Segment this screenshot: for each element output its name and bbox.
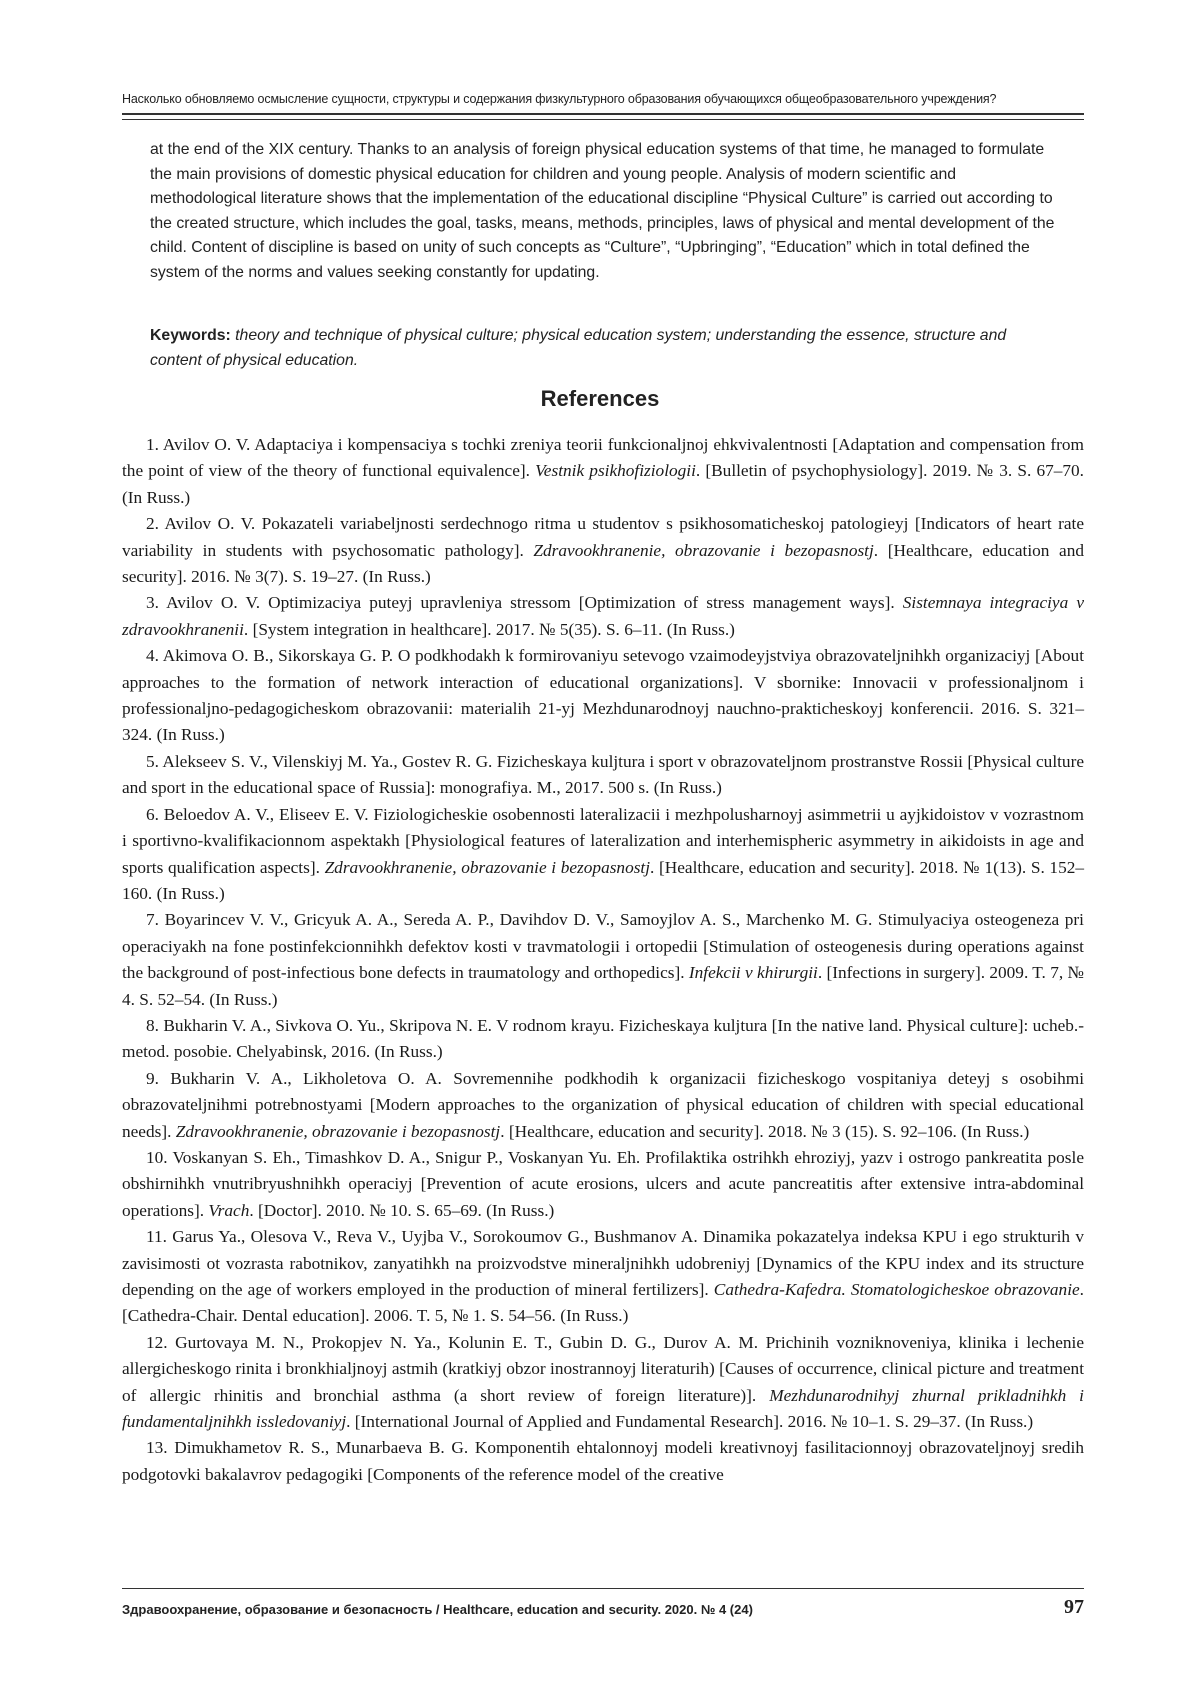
footer-rule [122, 1588, 1084, 1589]
reference-journal: Sistemnaya integraciya v zdravookhranenii [122, 593, 1084, 639]
reference-item-13 [122, 1435, 1084, 1488]
reference-text: 6. Beloedov A. V., Eliseev E. V. Fiziologicheskie osobennosti lateralizacii i mezhpolusharnoyj asimmetrii u ayjkidoistov v vozrastnom i sportivno-kvalifikacionnom aspektakh [Physiological features of lateralization and interhemispheric asymmetry in aikidoists in age and sports qualification aspects]. [122, 804, 1084, 877]
references-heading: References [540, 386, 660, 411]
page-number: 97 [1064, 1596, 1084, 1618]
reference-item-8 [122, 1013, 1084, 1066]
keywords-text: theory and technique of physical culture; physical education system; understanding the essence, structure and content of physical education. [150, 327, 1007, 369]
header-rule-thin [122, 119, 1084, 120]
reference-details: . [Healthcare, education and security]. 2016. № 3(7). S. 19–27. (In Russ.) [122, 540, 1084, 587]
reference-item-10 [122, 1145, 1084, 1224]
reference-journal: Vrach [208, 1200, 250, 1220]
reference-list [122, 432, 1084, 1488]
reference-text: 9. Bukharin V. A., Likholetova O. A. Sovremennihe podkhodih k organizacii fizicheskogo vospitaniya deteyj s osobihmi obrazovateljnihmi potrebnostyami [Modern approaches to the organization of physical education of children with special educational needs]. [122, 1068, 1084, 1141]
reference-journal: Cathedra-Kafedra. Stomatologicheskoe obrazovanie [713, 1280, 1080, 1299]
footer-journal-line: Здравоохранение, образование и безопасность / Healthcare, education and security. 2020. № 4 (24) [122, 1602, 753, 1617]
reference-text: 12. Gurtovaya M. N., Prokopjev N. Ya., Kolunin E. T., Gubin D. G., Durov A. M. Prichinih vozniknoveniya, klinika i lechenie allergicheskogo rinita i bronkhialjnoyj astmih (kratkiyj obzor inostrannoyj literaturih) [Causes of occurrence, clinical picture and treatment of allergic rhinitis and bronchial asthma (a short review of foreign literature)]. [122, 1332, 1084, 1405]
reference-details: . [Bulletin of psychophysiology]. 2019. № 3. S. 67–70. (In Russ.) [122, 461, 1085, 507]
reference-text: 5. Alekseev S. V., Vilenskiyj M. Ya., Gostev R. G. Fizicheskaya kuljtura i sport v obrazovateljnom prostranstve Rossii [Physical culture and sport in the educational space of Russia]: monografiya. M., 2017. 500 s. (In Russ.) [122, 751, 1084, 798]
reference-item-11 [122, 1224, 1084, 1330]
reference-journal: Infekcii v khirurgii [688, 963, 818, 983]
reference-details: . [Healthcare, education and security]. 2018. № 1(13). S. 152–160. (In Russ.) [122, 857, 1084, 903]
reference-text: 11. Garus Ya., Olesova V., Reva V., Uyjba V., Sorokoumov G., Bushmanov A. Dinamika pokazatelya indeksa KPU i ego strukturih v zavisimosti ot vozrasta rabotnikov, zanyatihkh na proizvodstve mineraljnihkh udobreniyj [Dynamics of the KPU index and its structure depending on the age of workers employed in the production of mineral fertilizers]. [122, 1227, 1084, 1299]
header-rule [122, 113, 1084, 115]
reference-journal: Mezhdunarodnihyj zhurnal prikladnihkh i fundamentaljnihkh issledovaniyj [122, 1385, 1084, 1432]
reference-item-1 [122, 432, 1084, 511]
reference-text: 2. Avilov O. V. Pokazateli variabeljnosti serdechnogo ritma u studentov s psikhosomaticheskoj patologieyj [Indicators of heart rate variability in students with psychosomatic pathology]. [122, 514, 1084, 560]
reference-details: . [International Journal of Applied and Fundamental Research]. 2016. № 10–1. S. 29–37. (In Russ.) [346, 1412, 1034, 1432]
reference-item-2 [122, 511, 1084, 590]
reference-item-12 [122, 1330, 1084, 1436]
running-header: Насколько обновляемо осмысление сущности, структуры и содержания физкультурного образования обучающихся общеобразовательного учреждения? [122, 92, 997, 106]
reference-details: . [Doctor]. 2010. № 10. S. 65–69. (In Russ.) [249, 1200, 555, 1220]
reference-details: . [Cathedra-Chair. Dental education]. 2006. T. 5, № 1. S. 54–56. (In Russ.) [122, 1280, 1084, 1326]
reference-item-5 [122, 749, 1084, 802]
reference-journal: Zdravookhranenie, obrazovanie i bezopasnostj [324, 857, 651, 877]
reference-details: . [Healthcare, education and security]. 2018. № 3 (15). S. 92–106. (In Russ.) [500, 1121, 1030, 1141]
reference-text: 1. Avilov O. V. Adaptaciya i kompensaciya s tochki zreniya teorii funkcionaljnoj ehkvivalentnosti [Adaptation and compensation from the point of view of the theory of functional equivalence]. [122, 435, 1084, 481]
abstract-text: at the end of the XIX century. Thanks to an analysis of foreign physical education systems of that time, he managed to formulate the main provisions of domestic physical education for children and young people. Analysis of modern scientific and methodological literature shows that the implementation of the educational discipline “Physical Culture” is carried out according to the created structure, which includes the goal, tasks, means, methods, principles, laws of physical and mental development of the child. Content of discipline is based on unity of such concepts as “Culture”, “Upbringing”, “Education” which in total defined the system of the norms and values seeking constantly for updating. [150, 141, 1055, 281]
reference-item-4 [122, 643, 1084, 749]
keywords-label: Keywords: [150, 327, 231, 344]
reference-item-7 [122, 907, 1084, 1013]
reference-journal: Zdravookhranenie, obrazovanie i bezopasnostj [175, 1121, 501, 1141]
reference-item-9 [122, 1066, 1084, 1145]
reference-item-3 [122, 590, 1084, 643]
reference-text: 4. Akimova O. B., Sikorskaya G. P. O podkhodakh k formirovaniyu setevogo vzaimodeyjstviya obrazovateljnihkh organizaciyj [About approaches to the formation of network interaction of educational organizations]. V sbornike: Innovacii v professionaljnom i professionaljno-pedagogicheskom obrazovanii: materialih 21-yj Mezhdunarodnoyj nauchno-prakticheskoyj konferencii. 2016. S. 321–324. (In Russ.) [122, 646, 1084, 745]
reference-text: 7. Boyarincev V. V., Gricyuk A. A., Sereda A. P., Davihdov D. V., Samoyjlov A. S., Marchenko M. G. Stimulyaciya osteogeneza pri operaciyakh na fone postinfekcionnihkh defektov kosti v travmatologii i ortopedii [Stimulation of osteogenesis during operations against the background of post-infectious bone defects in traumatology and orthopedics]. [122, 910, 1084, 983]
reference-text: 13. Dimukhametov R. S., Munarbaeva B. G. Komponentih ehtalonnoyj modeli kreativnoyj fasilitacionnoyj obrazovateljnoyj sredih podgotovki bakalavrov pedagogiki [Components of the reference model of the creative [122, 1438, 1084, 1484]
reference-item-6 [122, 802, 1084, 908]
keywords [150, 323, 1055, 373]
reference-journal: Zdravookhranenie, obrazovanie i bezopasnostj [533, 540, 874, 560]
reference-text: 10. Voskanyan S. Eh., Timashkov D. A., Snigur P., Voskanyan Yu. Eh. Profilaktika ostrihkh ehroziyj, yazv i ostrogo pankreatita posle obshirnihkh vnutribryushnihkh operaciyj [Prevention of acute erosions, ulcers and acute pancreatitis after extensive intra-abdominal operations]. [122, 1147, 1084, 1220]
reference-text: 8. Bukharin V. A., Sivkova O. Yu., Skripova N. E. V rodnom krayu. Fizicheskaya kuljtura [In the native land. Physical culture]: ucheb.-metod. posobie. Chelyabinsk, 2016. (In Russ.) [122, 1015, 1084, 1062]
reference-details: . [System integration in healthcare]. 2017. № 5(35). S. 6–11. (In Russ.) [243, 619, 735, 639]
reference-journal: Vestnik psikhofiziologii [535, 461, 696, 481]
reference-text: 3. Avilov O. V. Optimizaciya puteyj upravleniya stressom [Optimization of stress management ways]. [146, 593, 903, 613]
reference-details: . [Infections in surgery]. 2009. T. 7, № 4. S. 52–54. (In Russ.) [122, 963, 1084, 1009]
